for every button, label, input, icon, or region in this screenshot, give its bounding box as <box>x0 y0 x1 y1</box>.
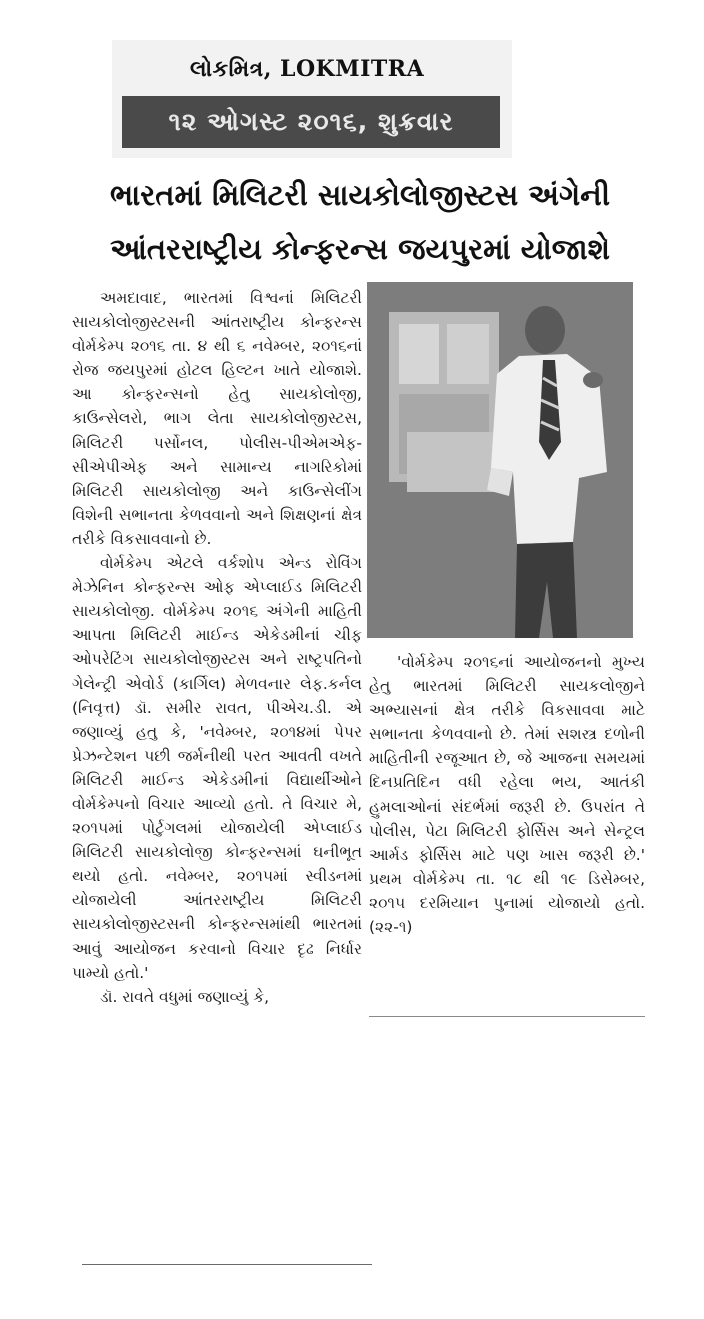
headline-line-2: આંતરરાષ્ટ્રીય કોન્ફરન્સ જયપુરમાં યોજાશે <box>109 232 611 266</box>
article-right-column <box>369 650 645 1010</box>
column-bottom-rule <box>82 1264 372 1265</box>
paragraph-purpose: 'વોર્મકેમ્પ ૨૦૧૬નાં આયોજનનો મુખ્ય હેતુ ભારતમાં મિલિટરી સાયકલોજીને અભ્યાસનાં ક્ષેત્ર તરીકે વિકસાવવા માટે સભાનતા કેળવવાનો છે. તેમાં સશસ્ત્ર દળોની માહિતીની રજૂઆત છે, જે આજના સમયમાં દિનપ્રતિદિન વધી રહેલા ભય, આતંકી હુમલાઓનાં સંદર્ભમાં જરૂરી છે. ઉપરાંત તે પોલીસ, પેટા મિલિટરી ફોર્સિસ અને સેન્ટ્રલ આર્મડ ફોર્સિસ માટે પણ ખાસ જરૂરી છે.' પ્રથમ વોર્મકેમ્પ તા. ૧૮ થી ૧૯ ડિસેમ્બર, ૨૦૧૫ દરમિયાન પુનામાં યોજાયો હતો. (૨૨-૧) <box>369 653 645 937</box>
photo-of-man-in-white-shirt <box>367 282 633 638</box>
publication-date: ૧૨ ઓગસ્ટ ૨૦૧૬, શુક્રવાર <box>122 96 500 148</box>
paragraph-intro: અમદાવાદ, ભારતમાં વિશ્વનાં મિલિટરી સાયકોલોજીસ્ટસની આંતરાષ્ટ્રીય કોન્ફરન્સ વોર્મકેમ્પ ૨૦૧૬ તા. ૪ થી ૬ નવેમ્બર, ૨૦૧૬નાં રોજ જયપુરમાં હોટલ હિલ્ટન ખાતે યોજાશે. આ કોન્ફરન્સનો હેતુ સાયકોલોજી, કાઉન્સેલરો, ભાગ લેતા સાયકોલોજીસ્ટસ, મિલિટરી પર્સોનલ, પોલીસ-પીએમએફ-સીએપીએફ અને સામાન્ય નાગરિકોમાં મિલિટરી સાયકોલોજી અને કાઉન્સેલીંગ વિશેની સભાનતા કેળવવાનો અને શિક્ષણનાં ક્ષેત્ર તરીકે વિકસાવવાનો છે. <box>72 289 362 548</box>
right-column-end-rule <box>369 1016 645 1017</box>
headline-line-1: ભારતમાં મિલિટરી સાયકોલોજીસ્ટસ અંગેની <box>109 178 611 212</box>
newspaper-name: લોકમિત્ર, LOKMITRA <box>190 56 425 82</box>
article-photo <box>367 282 633 638</box>
paragraph-quote: વોર્મકેમ્પ એટલે વર્કશોપ એન્ડ રોવિંગ મેઝેનિન કોન્ફરન્સ ઓફ એપ્લાઈડ મિલિટરી સાયકોલોજી. વોર્મકેમ્પ ૨૦૧૬ અંગેની માહિતી આપતા મિલિટરી માઈન્ડ એકેડમીનાં ચીફ ઓપરેટિંગ સાયકોલોજીસ્ટસ અને રાષ્ટ્રપતિનો ગેલેન્ટ્રી એવોર્ડ (કાર્ગિલ) મેળવનાર લેફ.કર્નલ (નિવૃત્ત) ડૉ. સમીર રાવત, પીએચ.ડી. એ જણાવ્યું હતુ કે, 'નવેમ્બર, ૨૦૧૪માં પેપર પ્રેઝન્ટેશન પછી જર્મનીથી પરત આવતી વખતે મિલિટરી માઈન્ડ એકેડમીનાં વિદ્યાર્થીઓને વોર્મકેમ્પનો વિચાર આવ્યો હતો. તે વિચાર મે, ૨૦૧૫માં પોર્ટુગલમાં યોજાયેલી એપ્લાઈડ મિલિટરી સાયકોલોજી કોન્ફરન્સમાં ઘનીભૂત થયો હતો. નવેમ્બર, ૨૦૧૫માં સ્વીડનમાં યોજાયેલી આંતરરાષ્ટ્રીય મિલિટરી સાયકોલોજીસ્ટસની કોન્ફરન્સમાંથી ભારતમાં આવું આયોજન કરવાનો વિચાર દૃઢ નિર્ધાર પામ્યો હતો.' <box>72 554 362 982</box>
article-left-column <box>72 286 362 1264</box>
paragraph-continuation: ડૉ. રાવતે વધુમાં જણાવ્યું કે, <box>100 987 270 1006</box>
